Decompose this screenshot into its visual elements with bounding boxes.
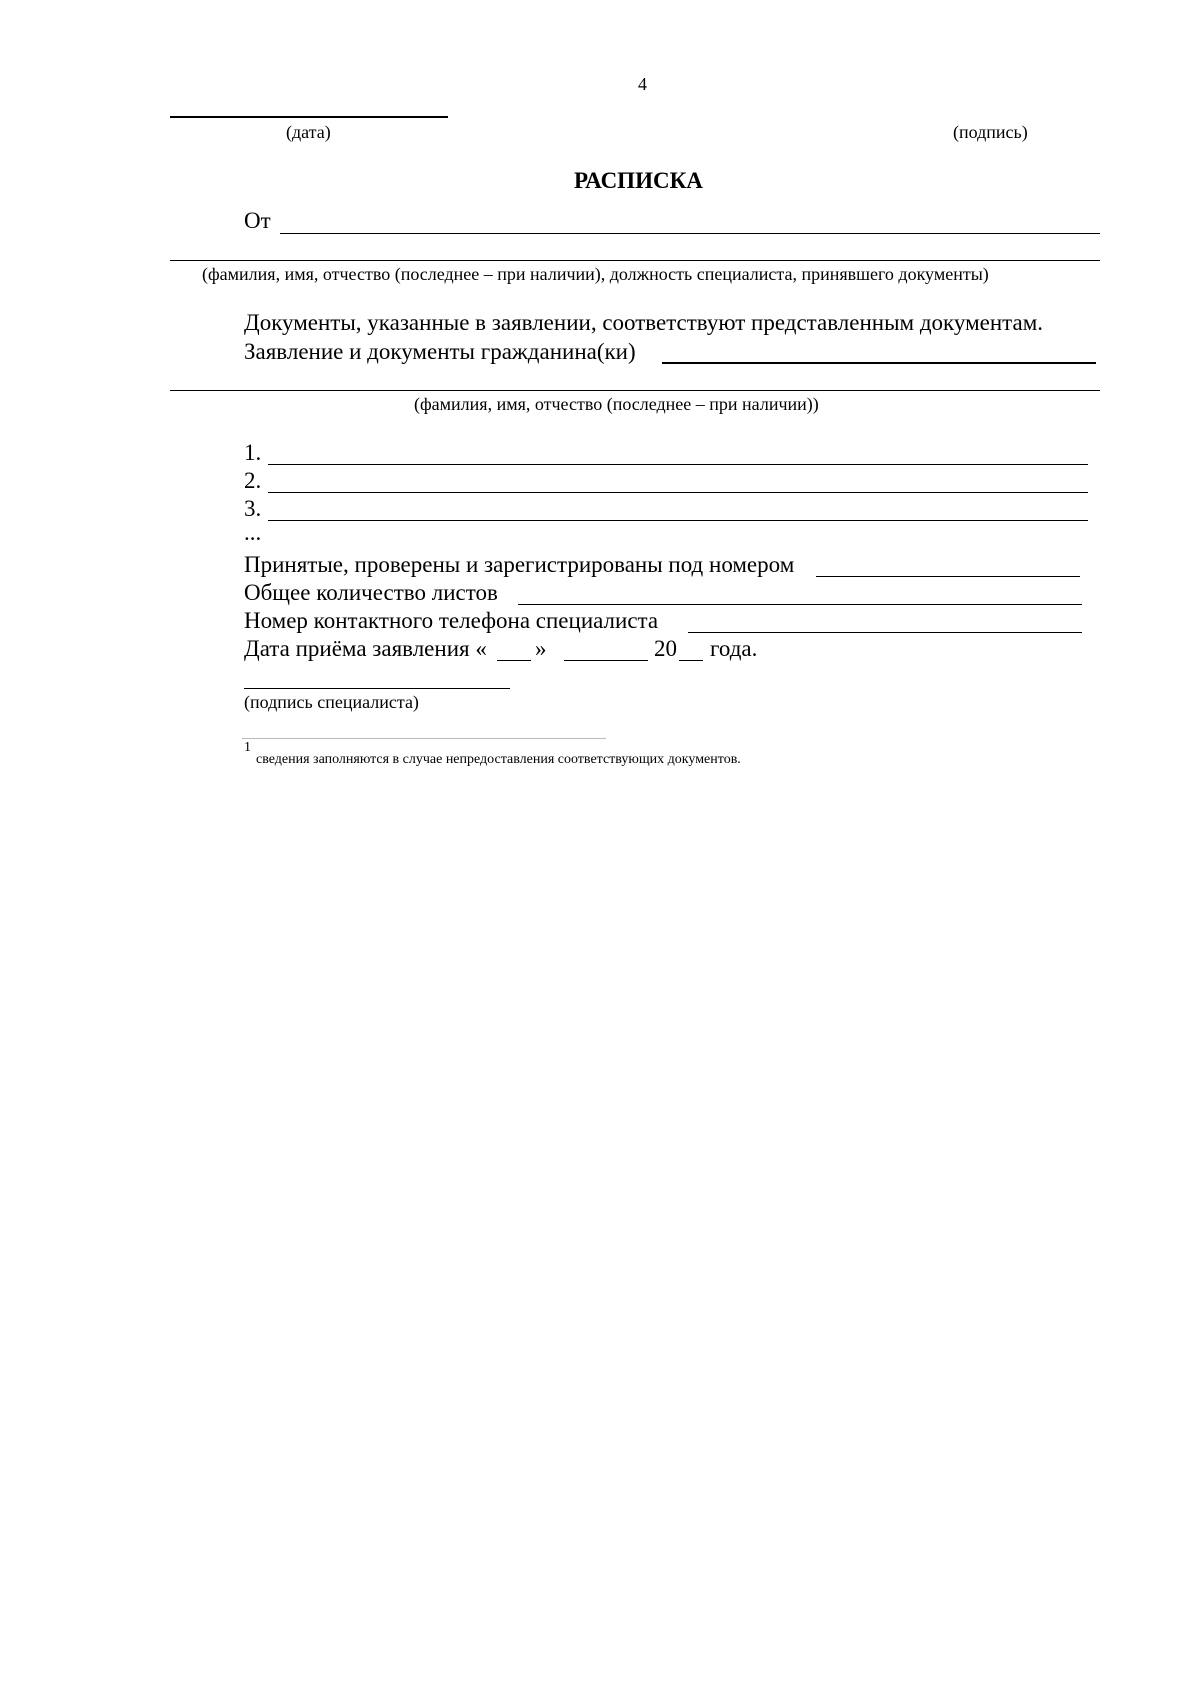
list-field-3[interactable] <box>268 520 1088 521</box>
list-item-2: 2. <box>244 468 262 493</box>
page-number: 4 <box>638 74 647 94</box>
list-field-2[interactable] <box>268 492 1088 493</box>
citizen-caption: (фамилия, имя, отчество (последнее – при наличии)) <box>414 394 819 414</box>
date-line <box>170 116 448 118</box>
citizen-field[interactable] <box>662 362 1096 364</box>
from-label: От <box>244 208 271 233</box>
date-year: 20 <box>654 636 677 661</box>
date-mid: » <box>535 636 547 661</box>
specialist-caption: (фамилия, имя, отчество (последнее – при наличии), должность специалиста, принявшего документы) <box>202 264 989 284</box>
body-line-1: Документы, указанные в заявлении, соответствуют представленным документам. <box>244 310 1044 335</box>
date-prefix: Дата приёма заявления « <box>244 636 487 661</box>
signature-caption: (подпись) <box>953 122 1028 142</box>
list-ellipsis: ... <box>244 520 262 545</box>
phone-label: Номер контактного телефона специалиста <box>244 608 659 633</box>
from-field[interactable] <box>280 233 1100 234</box>
footnote-mark: 1 <box>244 740 251 755</box>
citizen-line <box>170 390 1100 391</box>
footnote-separator <box>242 738 606 739</box>
list-field-1[interactable] <box>268 464 1088 465</box>
specialist-line <box>170 260 1100 261</box>
phone-field[interactable] <box>688 632 1082 633</box>
document-title: РАСПИСКА <box>574 168 703 193</box>
body-line-2: Заявление и документы гражданина(ки) <box>244 339 636 364</box>
date-year-field[interactable] <box>679 660 703 661</box>
list-item-3: 3. <box>244 496 262 521</box>
date-suffix: года. <box>710 636 758 661</box>
date-month-field[interactable] <box>564 660 648 661</box>
registered-field[interactable] <box>816 576 1080 577</box>
registered-label: Принятые, проверены и зарегистрированы под номером <box>244 552 795 577</box>
footnote-text: сведения заполняются в случае непредоставления соответствующих документов. <box>256 752 741 767</box>
specialist-signature-caption: (подпись специалиста) <box>244 692 419 712</box>
sheets-field[interactable] <box>518 604 1082 605</box>
list-item-1: 1. <box>244 440 262 465</box>
specialist-signature-line <box>244 688 510 689</box>
date-day-field[interactable] <box>497 660 531 661</box>
sheets-label: Общее количество листов <box>244 580 498 605</box>
date-caption: (дата) <box>286 122 331 142</box>
